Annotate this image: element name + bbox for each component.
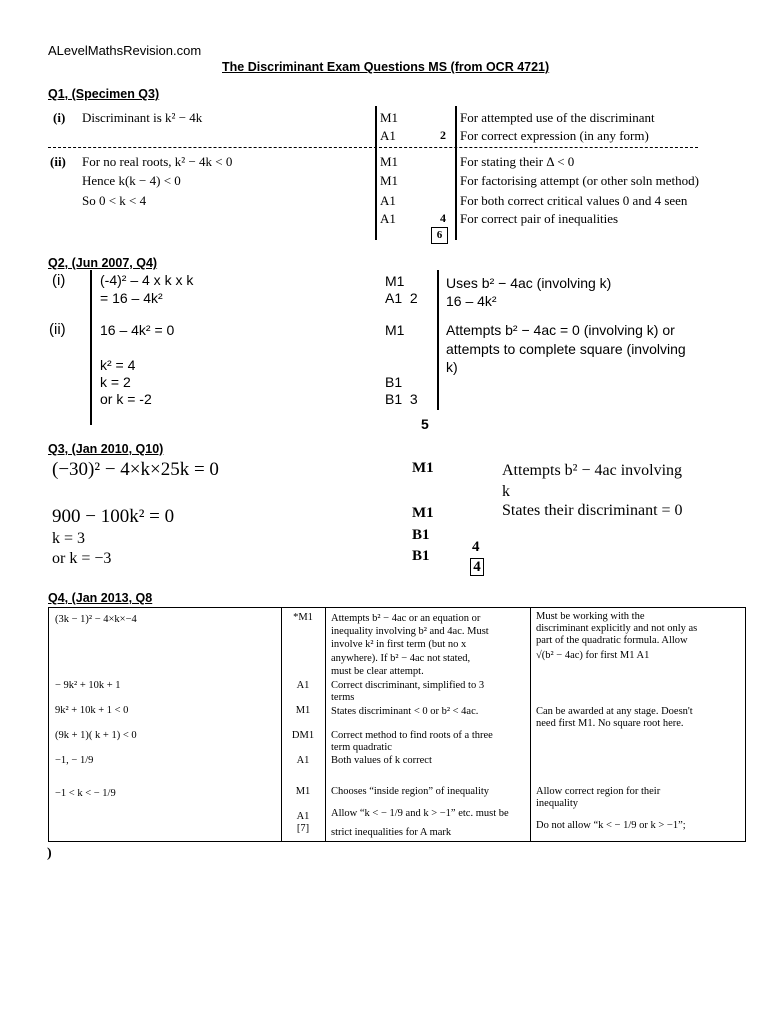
q2-guidance: attempts to complete square (involving	[446, 341, 686, 357]
q1-heading: Q1, (Specimen Q3)	[48, 87, 160, 101]
q1-mark: M1	[380, 173, 399, 188]
q1-guidance: For correct expression (in any form)	[460, 128, 649, 143]
q1-part-ii-total: 4	[440, 211, 446, 225]
q4-guidance: Both values of k correct	[331, 755, 432, 766]
q4-note: discriminant explicitly and not only as	[536, 623, 698, 634]
q1-part-i-total: 2	[440, 128, 446, 142]
q4-guidance: Attempts b² − 4ac or an equation or	[331, 613, 481, 624]
q2-answer-line: k = 2	[100, 374, 131, 390]
q3-guidance: Attempts b² − 4ac involving	[502, 462, 683, 479]
q1-part-ii-line: So 0 < k < 4	[82, 193, 147, 208]
q2-answer-line: (-4)² – 4 x k x k	[100, 272, 194, 288]
q1-part-ii-label: (ii)	[50, 154, 66, 169]
q4-guidance: strict inequalities for A mark	[331, 827, 452, 838]
q3-answer-line: 900 − 100k² = 0	[52, 506, 175, 527]
q4-guidance: terms	[331, 692, 355, 703]
q2-part-ii-label: (ii)	[49, 321, 66, 338]
q1-part-i-answer: Discriminant is k² − 4k	[82, 110, 203, 125]
q4-mark: A1	[296, 811, 310, 822]
q4-answer: (3k − 1)² − 4×k×−4	[55, 614, 137, 625]
q2-mark: A1 2	[385, 290, 418, 306]
q4-table	[48, 607, 746, 842]
q1-mark: A1	[380, 128, 396, 143]
q4-answer: −1, − 1/9	[55, 755, 94, 766]
q4-note: inequality	[536, 798, 578, 809]
q2-answer-line: or k = -2	[100, 391, 152, 407]
q3-subtotal: 4	[472, 539, 480, 555]
q1-part-ii-line: For no real roots, k² − 4k < 0	[82, 154, 233, 169]
q2-mark: B1 3	[385, 391, 418, 407]
q4-guidance: involve k² in first term (but no x	[331, 639, 467, 650]
q1-mark: M1	[380, 110, 399, 125]
q4-guidance: term quadratic	[331, 742, 392, 753]
q2-answer-line: k² = 4	[100, 357, 136, 373]
q4-guidance: Chooses “inside region” of inequality	[331, 786, 490, 797]
q4-guidance: Allow “k < − 1/9 and k > −1” etc. must be	[331, 808, 509, 819]
q3-mark: M1	[412, 460, 434, 476]
q2-answer-line: = 16 – 4k²	[100, 290, 163, 306]
q4-col-divider	[281, 608, 282, 841]
q1-mark: M1	[380, 154, 399, 169]
q4-col-divider	[325, 608, 326, 841]
q1-part-i-label: (i)	[53, 110, 66, 125]
q3-guidance: k	[502, 483, 510, 500]
q2-mark: B1	[385, 374, 403, 390]
q2-rule-right	[437, 270, 439, 410]
q4-answer: −1 < k < − 1/9	[55, 788, 116, 799]
q4-note: √(b² − 4ac) for first M1 A1	[536, 650, 650, 661]
q2-mark: M1	[385, 322, 405, 338]
q2-guidance: Uses b² − 4ac (involving k)	[446, 275, 612, 291]
q4-total: [7]	[296, 823, 310, 834]
q1-divider	[48, 147, 698, 148]
q2-guidance: k)	[446, 359, 458, 375]
q1-total-box: 6	[431, 227, 448, 244]
q2-answer-line: 16 – 4k² = 0	[100, 322, 175, 338]
q2-guidance: Attempts b² − 4ac = 0 (involving k) or	[446, 322, 675, 338]
q1-guidance: For factorising attempt (or other soln method)	[460, 173, 700, 188]
q3-answer-line: k = 3	[52, 530, 86, 547]
q4-mark: DM1	[291, 730, 315, 741]
q4-answer: − 9k² + 10k + 1	[55, 680, 121, 691]
site-name: ALevelMathsRevision.com	[48, 43, 202, 58]
q4-mark: M1	[295, 705, 311, 716]
q1-guidance: For stating their Δ < 0	[460, 154, 575, 169]
q3-guidance: States their discriminant = 0	[502, 502, 683, 519]
q4-col-divider	[530, 608, 531, 841]
q3-mark: B1	[412, 527, 430, 543]
q4-guidance: inequality involving b² and 4ac. Must	[331, 626, 489, 637]
q4-heading: Q4, (Jan 2013, Q8	[48, 591, 153, 605]
q4-mark: M1	[295, 786, 311, 797]
q2-heading: Q2, (Jun 2007, Q4)	[48, 256, 158, 270]
q4-note: Allow correct region for their	[536, 786, 661, 797]
q4-mark: A1	[296, 680, 310, 691]
q4-guidance: anywhere). If b² − 4ac not stated,	[331, 653, 471, 664]
q1-guidance: For correct pair of inequalities	[460, 211, 619, 226]
q4-guidance: Correct discriminant, simplified to 3	[331, 680, 485, 691]
q4-answer: (9k + 1)( k + 1) < 0	[55, 730, 137, 741]
page-title: The Discriminant Exam Questions MS (from OCR 4721)	[222, 60, 550, 74]
q4-note: Must be working with the	[536, 611, 645, 622]
q4-guidance: must be clear attempt.	[331, 666, 424, 677]
q4-note: part of the quadratic formula. Allow	[536, 635, 688, 646]
q1-rule-right	[455, 106, 457, 240]
q1-guidance: For attempted use of the discriminant	[460, 110, 655, 125]
q3-mark: B1	[412, 548, 430, 564]
q4-note: Can be awarded at any stage. Doesn't	[536, 706, 693, 717]
q1-guidance: For both correct critical values 0 and 4 seen	[460, 193, 688, 208]
q4-note: need first M1. No square root here.	[536, 718, 684, 729]
q4-answer: 9k² + 10k + 1 < 0	[55, 705, 129, 716]
q1-rule-left	[375, 106, 377, 240]
q1-mark: A1	[380, 193, 396, 208]
q3-mark: M1	[412, 505, 434, 521]
q4-mark: *M1	[293, 612, 313, 623]
q3-total-box: 4	[470, 558, 484, 576]
q2-part-i-label: (i)	[52, 272, 66, 289]
q1-part-ii-line: Hence k(k − 4) < 0	[82, 173, 181, 188]
q4-note: Do not allow “k < − 1/9 or k > −1”;	[536, 820, 686, 831]
q1-mark: A1	[380, 211, 396, 226]
q4-guidance: States discriminant < 0 or b² < 4ac.	[331, 706, 479, 717]
q4-mark: A1	[296, 755, 310, 766]
q3-answer-line: (−30)² − 4×k×25k = 0	[52, 459, 219, 480]
q2-total: 5	[421, 416, 429, 432]
q3-heading: Q3, (Jan 2010, Q10)	[48, 442, 164, 456]
q4-guidance: Correct method to find roots of a three	[331, 730, 493, 741]
q3-answer-line: or k = −3	[52, 550, 112, 567]
stray-mark: )	[47, 846, 52, 861]
q2-guidance: 16 – 4k²	[446, 293, 497, 309]
q2-mark: M1	[385, 273, 405, 289]
q2-rule-left	[90, 270, 92, 425]
